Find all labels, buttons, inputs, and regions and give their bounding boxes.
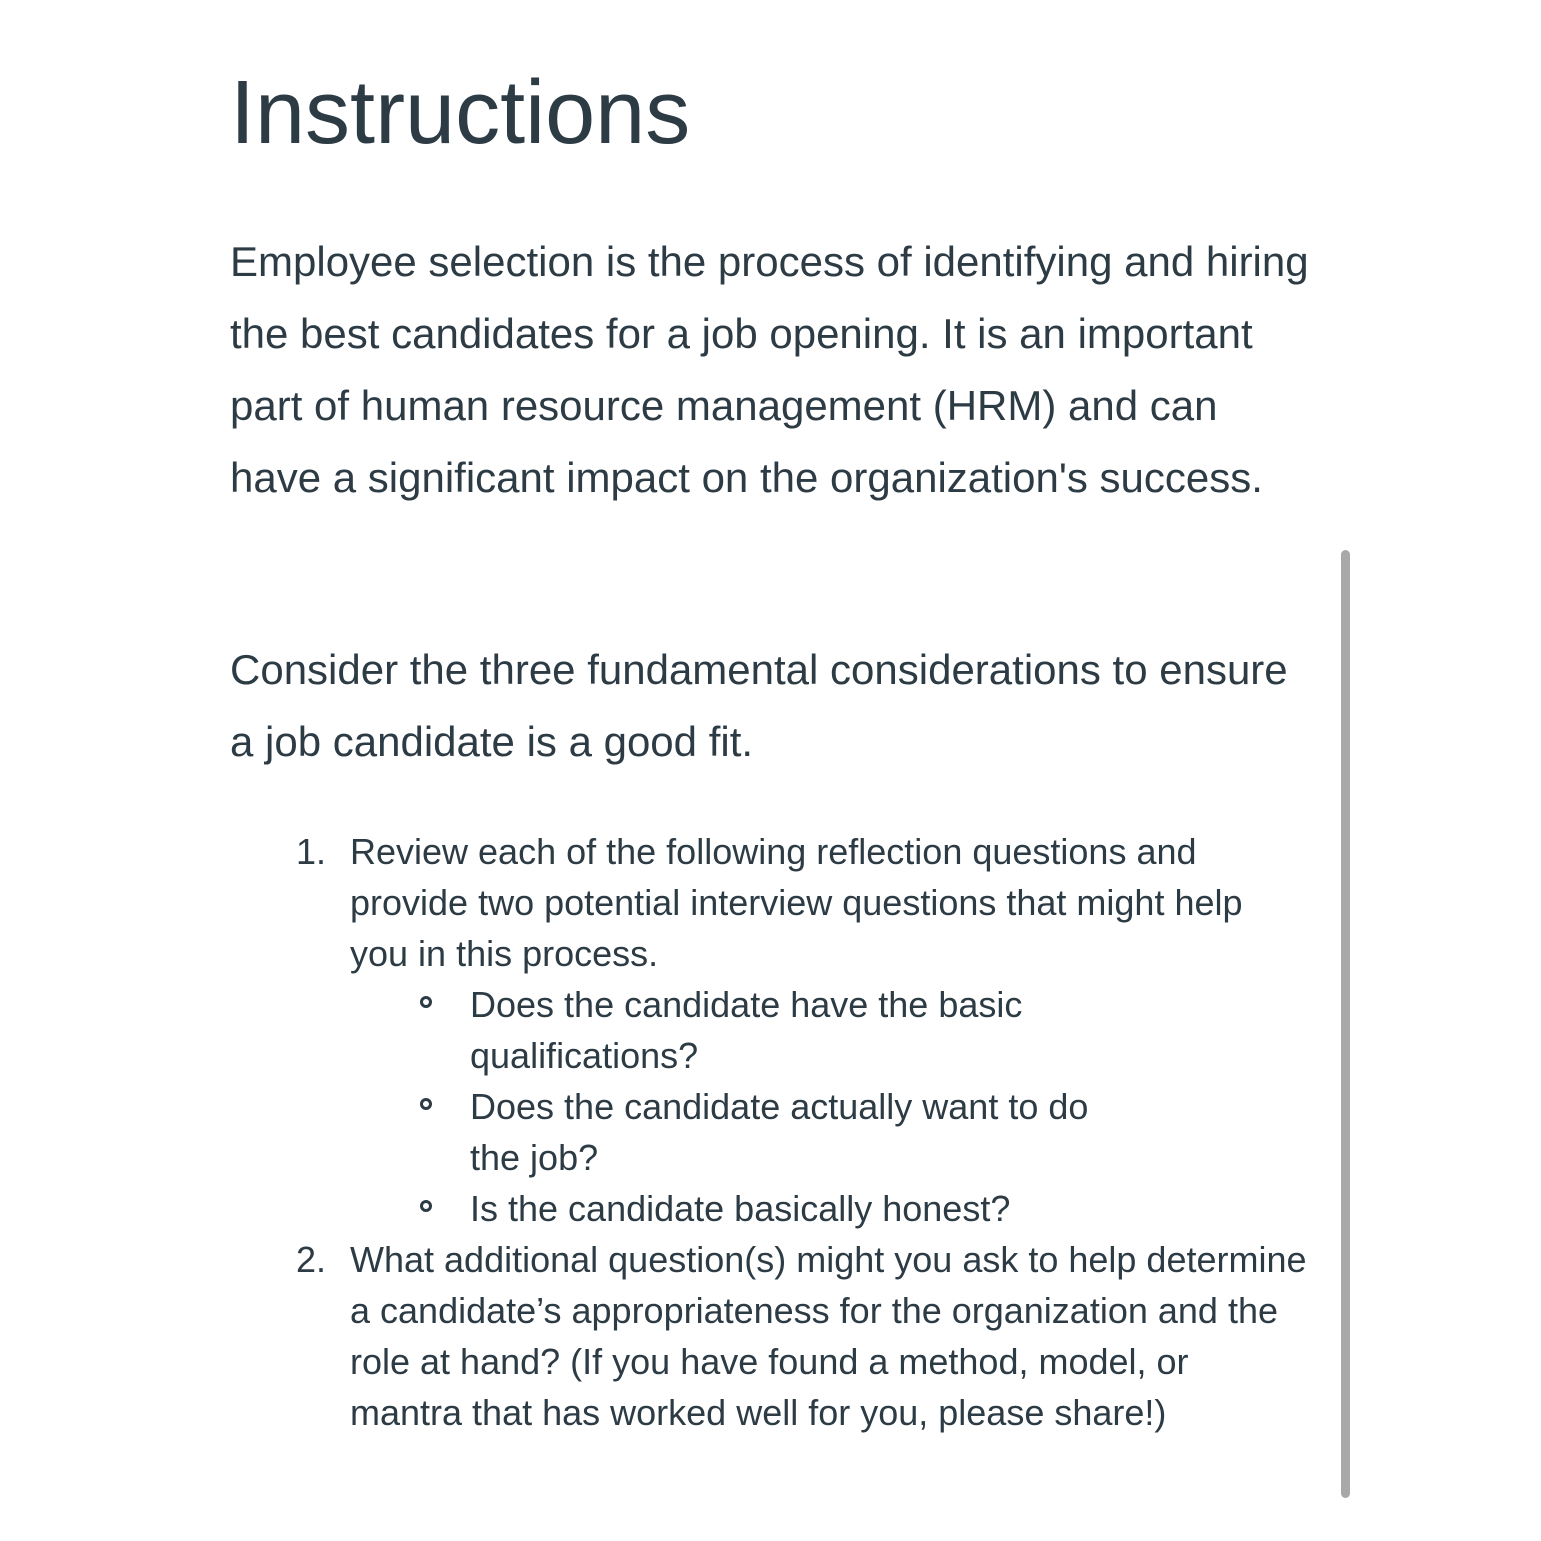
list-item <box>230 826 1310 1234</box>
sub-list-item-text: Does the candidate actually want to do the job? <box>470 1086 1089 1178</box>
sub-list-item <box>350 1081 1130 1183</box>
circle-bullet-icon <box>420 996 432 1008</box>
list-item-number: 1. <box>296 831 327 872</box>
page-title: Instructions <box>230 63 691 163</box>
list-item-text: Review each of the following reflection questions and provide two potential interview questions that might help you in this process. <box>350 831 1243 974</box>
list-item-number: 2. <box>296 1239 327 1280</box>
list-item <box>230 1234 1310 1438</box>
circle-bullet-icon <box>420 1098 432 1110</box>
sub-list-item-text: Does the candidate have the basic qualifications? <box>470 984 1023 1076</box>
list-item-text: What additional question(s) might you ask to help determine a candidate’s appropriateness for the organization and the role at hand? (If you have found a method, model, or mantra that has worked well for you, please share!) <box>350 1239 1307 1433</box>
reflection-questions-list <box>350 979 1310 1234</box>
sub-list-item-text: Is the candidate basically honest? <box>470 1188 1011 1229</box>
sub-list-item <box>350 979 1130 1081</box>
vertical-scrollbar[interactable] <box>1341 550 1350 1498</box>
sub-list-item <box>350 1183 1130 1234</box>
intro-paragraph: Employee selection is the process of identifying and hiring the best candidates for a job opening. It is an important part of human resource management (HRM) and can have a significant impact on the organization's success. <box>230 238 1309 501</box>
consider-paragraph: Consider the three fundamental considerations to ensure a job candidate is a good fit. <box>230 646 1288 765</box>
instructions-list <box>230 826 1310 1438</box>
circle-bullet-icon <box>420 1200 432 1212</box>
